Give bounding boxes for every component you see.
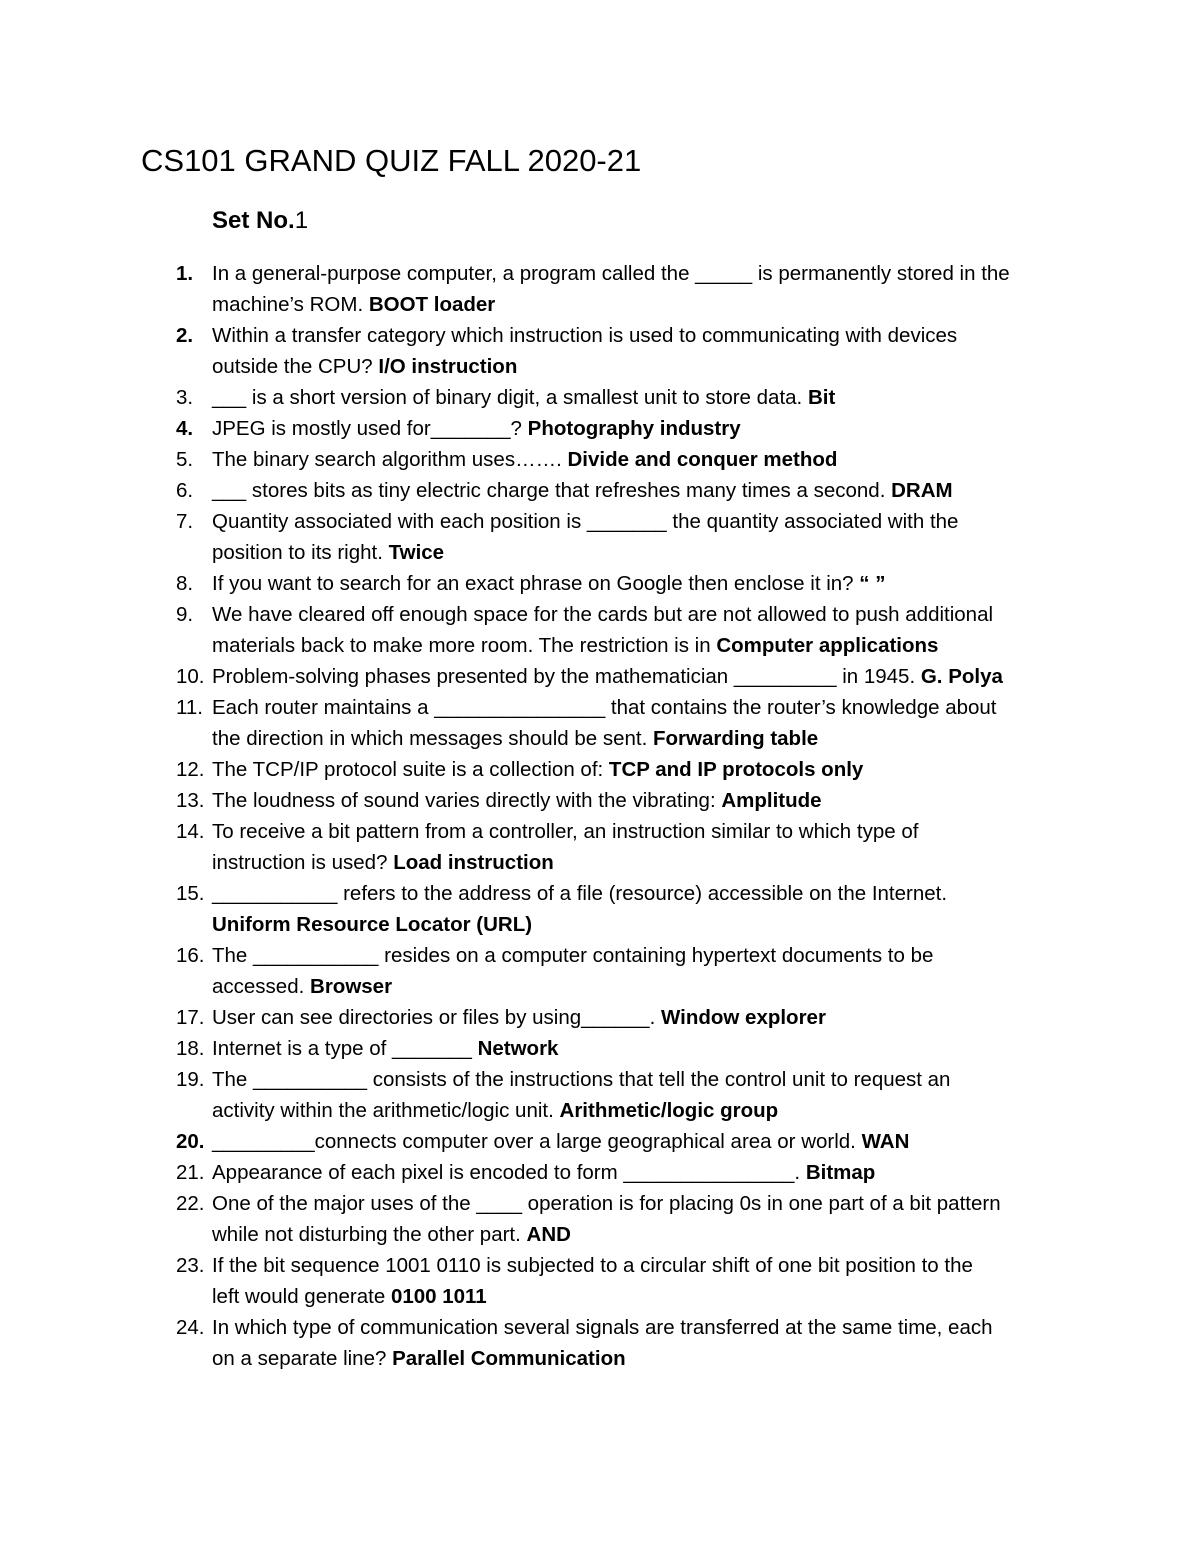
question-text: Internet is a type of _______ bbox=[212, 1037, 472, 1060]
question-number: 6. bbox=[176, 479, 194, 502]
question-text-line bbox=[0, 816, 1010, 847]
question-number: 7. bbox=[176, 510, 194, 533]
question-text: Problem-solving phases presented by the mathematician _________ in 1945. bbox=[212, 665, 916, 688]
question-text: The __________ consists of the instructions that tell the control unit to request an bbox=[212, 1068, 951, 1091]
question-answer: Bit bbox=[807, 386, 836, 409]
question-text: the direction in which messages should be sent. bbox=[212, 727, 648, 750]
question-text: The binary search algorithm uses……. bbox=[212, 448, 562, 471]
question-item bbox=[0, 816, 1010, 878]
question-text-line bbox=[0, 909, 1010, 940]
question-text-line bbox=[0, 258, 1010, 289]
question-number: 5. bbox=[176, 448, 194, 471]
question-text: activity within the arithmetic/logic unit. bbox=[212, 1099, 554, 1122]
question-text-line bbox=[0, 1033, 1010, 1064]
question-item bbox=[0, 1250, 1010, 1312]
question-text: JPEG is mostly used for_______? bbox=[212, 417, 522, 440]
question-item bbox=[0, 568, 1010, 599]
question-text-line bbox=[0, 599, 1010, 630]
question-text: In a general-purpose computer, a program called the _____ is permanently stored in the bbox=[212, 262, 1010, 285]
question-text-line bbox=[0, 630, 1010, 661]
question-item bbox=[0, 785, 1010, 816]
question-answer: Bitmap bbox=[805, 1161, 876, 1184]
question-number: 15. bbox=[176, 882, 205, 905]
question-text-line bbox=[0, 351, 1010, 382]
question-text: ___ stores bits as tiny electric charge that refreshes many times a second. bbox=[212, 479, 886, 502]
question-number: 9. bbox=[176, 603, 194, 626]
question-item bbox=[0, 1126, 1010, 1157]
question-text: accessed. bbox=[212, 975, 305, 998]
question-text: One of the major uses of the ____ operation is for placing 0s in one part of a bit pattern bbox=[212, 1192, 1001, 1215]
question-item bbox=[0, 940, 1010, 1002]
set-label: Set No. bbox=[212, 207, 295, 234]
question-number: 20. bbox=[176, 1130, 205, 1153]
question-text-line bbox=[0, 320, 1010, 351]
question-number: 2. bbox=[176, 324, 194, 347]
question-answer: G. Polya bbox=[920, 665, 1003, 688]
question-answer: Window explorer bbox=[660, 1006, 826, 1029]
question-number: 17. bbox=[176, 1006, 205, 1029]
question-text: We have cleared off enough space for the cards but are not allowed to push additional bbox=[212, 603, 994, 626]
question-item bbox=[0, 1033, 1010, 1064]
question-number: 18. bbox=[176, 1037, 205, 1060]
question-answer: I/O instruction bbox=[378, 355, 518, 378]
question-text-line bbox=[0, 1343, 1010, 1374]
question-answer: “ ” bbox=[859, 572, 886, 595]
question-answer: Uniform Resource Locator (URL) bbox=[212, 913, 533, 936]
question-text: Quantity associated with each position is _______ the quantity associated with the bbox=[212, 510, 959, 533]
question-text: left would generate bbox=[212, 1285, 386, 1308]
question-text: If you want to search for an exact phrase on Google then enclose it in? bbox=[212, 572, 854, 595]
question-answer: Forwarding table bbox=[653, 727, 819, 750]
question-text-line bbox=[0, 1157, 1010, 1188]
question-answer: Photography industry bbox=[527, 417, 741, 440]
question-answer: Load instruction bbox=[393, 851, 554, 874]
question-text: ___ is a short version of binary digit, a smallest unit to store data. bbox=[212, 386, 803, 409]
question-text: ___________ refers to the address of a file (resource) accessible on the Internet. bbox=[212, 882, 948, 905]
question-text-line bbox=[0, 1312, 1010, 1343]
question-answer: Computer applications bbox=[716, 634, 939, 657]
question-number: 3. bbox=[176, 386, 194, 409]
question-text-line bbox=[0, 754, 1010, 785]
question-text: Within a transfer category which instruction is used to communicating with devices bbox=[212, 324, 958, 347]
question-text-line bbox=[0, 537, 1010, 568]
question-text-line bbox=[0, 878, 1010, 909]
question-item bbox=[0, 475, 1010, 506]
question-text: To receive a bit pattern from a controller, an instruction similar to which type of bbox=[212, 820, 919, 843]
question-number: 23. bbox=[176, 1254, 205, 1277]
question-text-line bbox=[0, 1250, 1010, 1281]
question-number: 10. bbox=[176, 665, 205, 688]
question-number: 19. bbox=[176, 1068, 205, 1091]
question-text-line bbox=[0, 723, 1010, 754]
question-number: 12. bbox=[176, 758, 205, 781]
question-answer: Twice bbox=[388, 541, 445, 564]
question-item bbox=[0, 444, 1010, 475]
question-text: The ___________ resides on a computer containing hypertext documents to be bbox=[212, 944, 934, 967]
question-text-line bbox=[0, 847, 1010, 878]
question-item bbox=[0, 754, 1010, 785]
question-item bbox=[0, 413, 1010, 444]
question-item bbox=[0, 1157, 1010, 1188]
question-answer: AND bbox=[526, 1223, 571, 1246]
question-item bbox=[0, 1002, 1010, 1033]
question-item bbox=[0, 878, 1010, 940]
question-answer: DRAM bbox=[891, 479, 953, 502]
question-text-line bbox=[0, 568, 1010, 599]
question-text-line bbox=[0, 1281, 1010, 1312]
question-item bbox=[0, 1312, 1010, 1374]
question-answer: WAN bbox=[861, 1130, 910, 1153]
question-number: 1. bbox=[176, 262, 194, 285]
question-answer: Arithmetic/logic group bbox=[559, 1099, 779, 1122]
question-number: 21. bbox=[176, 1161, 205, 1184]
question-text-line bbox=[0, 940, 1010, 971]
question-text: The TCP/IP protocol suite is a collection of: bbox=[212, 758, 604, 781]
question-text: User can see directories or files by using______. bbox=[212, 1006, 656, 1029]
question-item bbox=[0, 692, 1010, 754]
document-title: CS101 GRAND QUIZ FALL 2020-21 bbox=[141, 143, 642, 178]
question-text: materials back to make more room. The restriction is in bbox=[212, 634, 711, 657]
question-item bbox=[0, 382, 1010, 413]
question-text: The loudness of sound varies directly with the vibrating: bbox=[212, 789, 716, 812]
question-item bbox=[0, 661, 1010, 692]
question-text-line bbox=[0, 413, 1010, 444]
question-text-line bbox=[0, 444, 1010, 475]
question-number: 14. bbox=[176, 820, 205, 843]
question-number: 16. bbox=[176, 944, 205, 967]
question-text: In which type of communication several signals are transferred at the same time, each bbox=[212, 1316, 993, 1339]
question-text: Appearance of each pixel is encoded to form _______________. bbox=[212, 1161, 801, 1184]
question-text: _________connects computer over a large geographical area or world. bbox=[212, 1130, 856, 1153]
question-text-line bbox=[0, 1219, 1010, 1250]
question-text-line bbox=[0, 1126, 1010, 1157]
question-text-line bbox=[0, 475, 1010, 506]
question-number: 24. bbox=[176, 1316, 205, 1339]
question-text: on a separate line? bbox=[212, 1347, 387, 1370]
set-number: 1 bbox=[294, 207, 309, 234]
question-answer: Network bbox=[477, 1037, 559, 1060]
question-text: machine’s ROM. bbox=[212, 293, 364, 316]
question-item bbox=[0, 258, 1010, 320]
question-answer: Browser bbox=[310, 975, 393, 998]
question-number: 11. bbox=[176, 696, 203, 719]
question-text-line bbox=[0, 971, 1010, 1002]
question-text: If the bit sequence 1001 0110 is subjected to a circular shift of one bit position to the bbox=[212, 1254, 973, 1277]
question-text-line bbox=[0, 382, 1010, 413]
question-item bbox=[0, 506, 1010, 568]
question-answer: TCP and IP protocols only bbox=[608, 758, 864, 781]
question-answer: Divide and conquer method bbox=[567, 448, 838, 471]
question-text: position to its right. bbox=[212, 541, 383, 564]
question-item bbox=[0, 1188, 1010, 1250]
question-item bbox=[0, 599, 1010, 661]
question-text-line bbox=[0, 1002, 1010, 1033]
question-list bbox=[0, 258, 1010, 1374]
question-text-line bbox=[0, 661, 1010, 692]
question-text: while not disturbing the other part. bbox=[212, 1223, 521, 1246]
question-text-line bbox=[0, 1188, 1010, 1219]
question-text: outside the CPU? bbox=[212, 355, 373, 378]
question-text: instruction is used? bbox=[212, 851, 388, 874]
question-number: 13. bbox=[176, 789, 205, 812]
question-text-line bbox=[0, 692, 1010, 723]
question-text-line bbox=[0, 1095, 1010, 1126]
question-answer: BOOT loader bbox=[368, 293, 496, 316]
question-number: 4. bbox=[176, 417, 194, 440]
question-answer: Parallel Communication bbox=[392, 1347, 626, 1370]
question-text-line bbox=[0, 506, 1010, 537]
question-answer: Amplitude bbox=[721, 789, 822, 812]
question-item bbox=[0, 320, 1010, 382]
question-item bbox=[0, 1064, 1010, 1126]
question-text-line bbox=[0, 1064, 1010, 1095]
question-number: 8. bbox=[176, 572, 194, 595]
question-text-line bbox=[0, 289, 1010, 320]
question-number: 22. bbox=[176, 1192, 205, 1215]
question-answer: 0100 1011 bbox=[390, 1285, 487, 1308]
set-heading bbox=[212, 207, 308, 235]
question-text: Each router maintains a _______________ that contains the router’s knowledge about bbox=[212, 696, 997, 719]
question-text-line bbox=[0, 785, 1010, 816]
